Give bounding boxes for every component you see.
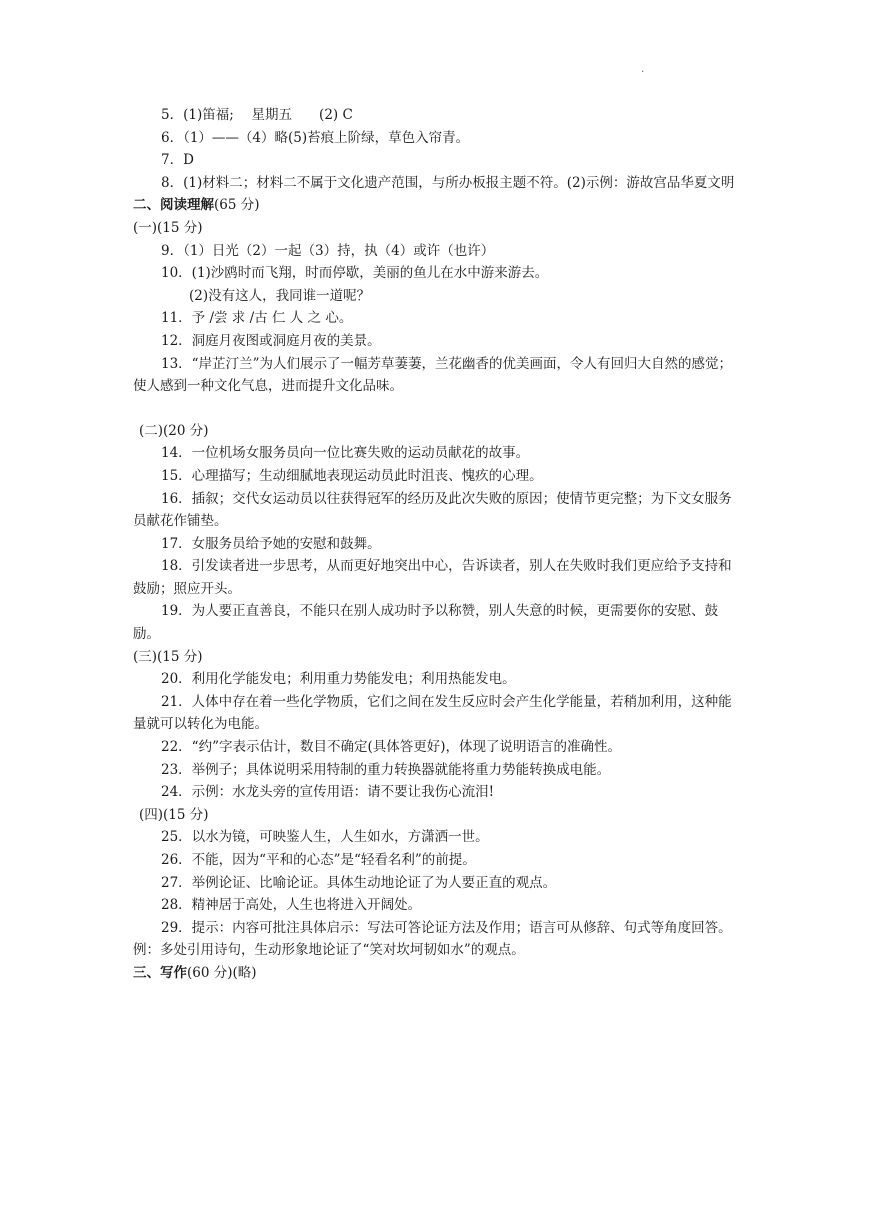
answer-line: 23．举例子；具体说明采用特制的重力转换器就能将重力势能转换成电能。 [161,761,611,778]
section-heading [133,194,739,217]
answer-line: 5．(1)笛福; 星期五 (2) C [161,107,353,123]
answer-line: 25．以水为镜，可映鉴人生，人生如水，方潇洒一世。 [161,829,489,846]
section-heading [133,962,739,985]
section-heading-title: 二、阅读理解 [133,197,214,214]
section-heading-score: (60 分)(略) [187,964,257,981]
answer-line: 14．一位机场女服务员向一位比赛失败的运动员献花的故事。 [161,445,530,462]
answer-line: 6．（1）——（4）略(5)苔痕上阶绿，草色入帘青。 [161,129,470,146]
answer-line: 20．利用化学能发电；利用重力势能发电；利用热能发电。 [161,671,516,688]
answer-line: (二)(20 分) [139,422,209,439]
answer-line: 19．为人要正直善良，不能只在别人成功时予以称赞，别人失意的时候，更需要你的安慰、鼓励。 [133,603,719,643]
corner-mark: . [641,64,645,75]
answer-line: 17．女服务员给予她的安慰和鼓舞。 [161,535,381,552]
answer-line: 16．插叙；交代女运动员以往获得冠军的经历及此次失败的原因；使情节更完整；为下文女服务员献花作铺垫。 [133,490,732,530]
answer-line: (2)没有这人，我同谁一道呢？ [189,287,371,304]
answer-line: 21．人体中存在着一些化学物质，它们之间在发生反应时会产生化学能量，若稍加利用，这种能量就可以转化为电能。 [133,693,732,733]
spacer [133,398,739,420]
answer-line: 24．示例：水龙头旁的宣传用语：请不要让我伤心流泪! [161,784,495,801]
answer-line: 10．(1)沙鸥时而飞翔，时而停歇，美丽的鱼儿在水中游来游去。 [161,265,549,282]
answer-line: (四)(15 分) [139,806,209,823]
section-heading-title: 三、写作 [133,964,187,981]
answer-line: 8．(1)材料二；材料二不属于文化遗产范围，与所办板报主题不符。(2)示例：游故宫品华夏文明 [161,174,735,191]
answer-line: (三)(15 分) [133,648,203,665]
answer-content [133,104,739,985]
answer-line: 26．不能，因为“平和的心态”是“轻看名利”的前提。 [161,852,476,868]
section-heading-score: (65 分) [214,197,260,214]
answer-line: 28．精神居于高处，人生也将进入开阔处。 [161,897,422,914]
answer-line: 22．“约”字表示估计，数目不确定(具体答更好)，体现了说明语言的准确性。 [161,739,622,756]
answer-line: 9．（1）日光（2）一起（3）持，执（4）或许（也许） [161,242,495,259]
answer-line: 13．“岸芷汀兰”为人们展示了一幅芳草萋萋，兰花幽香的优美画面，令人有回归大自然的感觉；使人感到一种文化气息，进而提升文化品味。 [133,355,732,395]
answer-line: 27．举例论证、比喻论证。具体生动地论证了为人要正直的观点。 [161,874,557,891]
answer-line: 12．洞庭月夜图或洞庭月夜的美景。 [161,332,381,349]
answer-line: 11．予 /尝 求 /古 仁 人 之 心。 [161,310,353,327]
answer-line: 29．提示：内容可批注具体启示：写法可答论证方法及作用；语言可从修辞、句式等角度回答。例：多处引用诗句，生动形象地论证了“笑对坎坷韧如水”的观点。 [133,919,732,959]
answer-line: 15．心理描写；生动细腻地表现运动员此时沮丧、愧疚的心理。 [161,467,543,484]
answer-line: 18．引发读者进一步思考，从而更好地突出中心，告诉读者，别人在失败时我们更应给予支持和鼓励；照应开头。 [133,558,732,597]
answer-line: 7．D [161,152,194,169]
answer-line: (一)(15 分) [133,219,203,236]
